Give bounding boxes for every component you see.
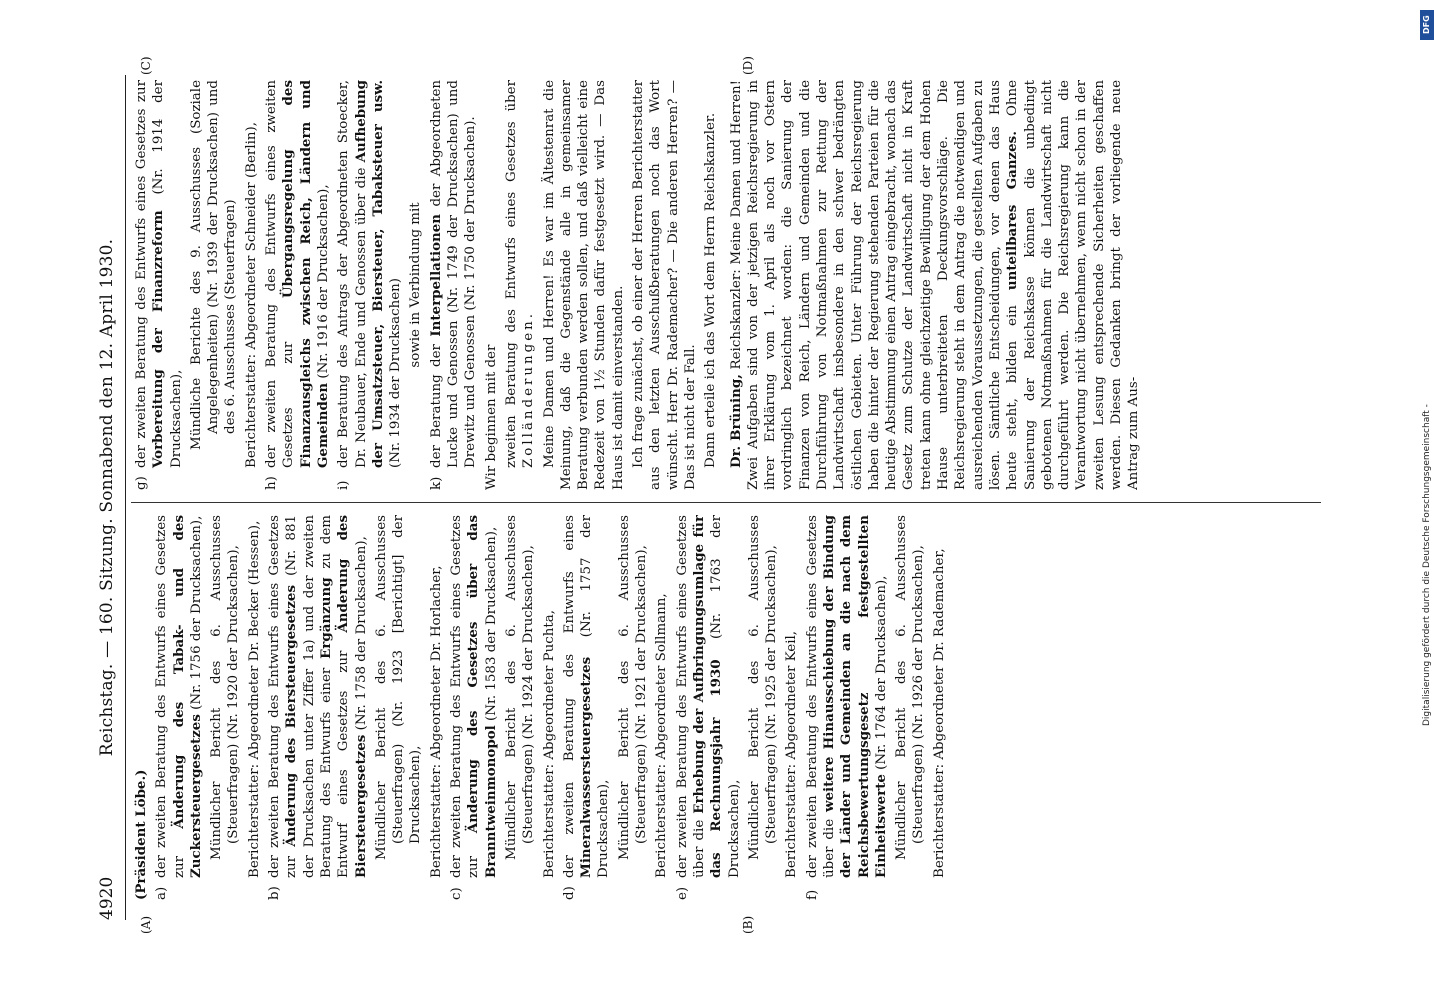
item-text: der zweiten Beratung des Entwurfs eines zweiten Gesetzes zur	[264, 80, 297, 468]
item-label: h)	[264, 476, 280, 490]
speech-emphasis: unteilbares Ganzes.	[1004, 131, 1021, 291]
agenda-item-g	[133, 80, 185, 490]
committee-report: Mündlicher Bericht des 6. Ausschusses (Steuerfragen) (Nr. 1924 der Drucksachen),	[503, 515, 537, 860]
president-paragraph-2: Ich frage zunächst, ob einer der Herren Berichterstatter aus den letzten Ausschußberatungen noch das Wort wünscht. Herr Dr. Rademacher? — Die anderen Herren? — Das ist nicht der Fall.	[631, 80, 698, 490]
item-ref: (Nr. 1764 der Drucksachen),	[873, 575, 889, 770]
item-ref: (Nr. 1916 der Drucksachen),	[315, 184, 331, 379]
item-title: Änderung des Gesetzes über das Branntweinmonopol	[465, 515, 499, 878]
item-ref: (Nr. 1763 der Drucksachen),	[709, 515, 742, 878]
agenda-item-a	[153, 515, 205, 900]
running-title: Reichstag. — 160. Sitzung. Sonnabend den 12. April 1930.	[97, 238, 117, 757]
item-label: k)	[428, 476, 444, 490]
item-text: der zweiten Beratung des Entwurfs eines Gesetzes über die	[804, 515, 837, 878]
item-title: Änderung des Tabak- und des Zuckersteuergesetzes	[170, 515, 204, 878]
begin-text: zweiten Beratung des Entwurfs eines Gesetzes über	[503, 80, 519, 468]
item-label: f)	[804, 889, 820, 900]
president-paragraph-1: Meine Damen und Herren! Es war im Ältestenrat die Meinung, daß die Gegenstände alle in gemeinsamer Beratung verbunden werden sollen, und daß vielleicht eine Redezeit von 1½ Stunden dafür festgesetzt wird. — Das Haus ist damit einverstanden.	[541, 80, 626, 490]
margin-mark-b: (B)	[741, 915, 755, 934]
item-label: a)	[154, 886, 170, 900]
item-title: Interpellationen	[427, 213, 444, 337]
agenda-item-b	[266, 515, 370, 900]
item-text: der zweiten Beratung des Entwurfs eines Gesetzes über die	[674, 515, 707, 878]
committee-report: Mündlicher Bericht des 6. Ausschusses (Steuerfragen) (Nr. 1920 der Drucksachen),	[209, 515, 242, 860]
speaker-name: Dr. Brüning,	[727, 374, 744, 468]
right-column	[133, 80, 1318, 490]
item-title: Übergangsregelung des Finanzausgleichs zwischen Reich, Ländern und Gemeinden	[280, 80, 331, 468]
president-paragraph-3: Dann erteile ich das Wort dem Herrn Reichskanzler.	[703, 112, 719, 468]
item-label: i)	[336, 480, 352, 490]
committee-report: Mündlicher Bericht des 6. Ausschusses (Steuerfragen) (Nr. 1923 [Berichtigt] der Drucksachen),	[373, 515, 424, 860]
item-ref: (Nr. 1914 der Drucksachen),	[151, 80, 184, 468]
committee-report: Mündliche Berichte des 9. Ausschusses (Soziale Angelegenheiten) (Nr. 1939 der Drucksachen) und des 6. Ausschusses (Steuerfragen)	[188, 80, 239, 450]
item-label: d)	[561, 886, 577, 900]
speaker-role: Reichskanzler:	[728, 269, 744, 370]
begin-title: Zolländerungen.	[521, 310, 537, 468]
agenda-item-e	[674, 515, 743, 900]
page-header	[91, 75, 126, 920]
agenda-item-k	[428, 80, 480, 490]
rapporteur: Berichterstatter: Abgeordneter Puchta,	[541, 609, 557, 878]
item-text: der zweiten Beratung des Entwurfs eines Gesetzes zur	[449, 515, 482, 878]
chancellor-speech	[728, 80, 1143, 490]
item-text: der Beratung des Antrags der Abgeordneten Stoecker, Dr. Neubauer, Ende und Genossen über die	[336, 80, 369, 468]
item-ref: (Nr. 1756 der Drucksachen),	[188, 515, 204, 710]
item-label: b)	[267, 886, 283, 900]
item-title: Änderung des Biersteuergesetzes	[335, 515, 369, 878]
item-ref: (Nr. 1934 der Drucksachen)	[388, 278, 404, 468]
begin-subject	[503, 80, 538, 490]
rotated-page	[91, 56, 1323, 934]
agenda-item-d	[561, 515, 613, 900]
item-text: (Nr. 881 der Drucksachen unter Ziffer 1a) und der zweiten Beratung des Entwurfs einer	[284, 515, 334, 878]
committee-report: Mündlicher Bericht des 6. Ausschusses (Steuerfragen) (Nr. 1925 der Drucksachen),	[746, 515, 780, 860]
agenda-item-c	[448, 515, 500, 900]
digitization-sidebar	[1420, 10, 1434, 730]
item-ref: der Abgeordneten Lucke und Genossen (Nr. 1749 der Drucksachen) und Drewitz und Genossen (Nr. 1750 der Drucksachen).	[428, 80, 479, 468]
left-column	[133, 515, 1318, 900]
committee-report: Mündlicher Bericht des 6. Ausschusses (Steuerfragen) (Nr. 1921 der Drucksachen),	[616, 515, 650, 860]
item-label: e)	[674, 886, 690, 900]
item-label: c)	[449, 887, 465, 900]
item-ref: (Nr. 1583 der Drucksachen),	[483, 526, 499, 721]
item-text: der zweiten Beratung des Entwurfs eines Gesetzes zur	[134, 80, 149, 468]
dfg-logo: DFG	[1420, 10, 1434, 40]
rapporteur: Berichterstatter: Abgeordneter Dr. Horlacher,	[428, 565, 444, 878]
rapporteur: Berichterstatter: Abgeordneter Schneider (Berlin),	[243, 122, 259, 468]
committee-report: Mündlicher Bericht des 6. Ausschusses (Steuerfragen) (Nr. 1926 der Drucksachen),	[894, 515, 927, 860]
item-text: der zweiten Beratung des Entwurfs eines Gesetzes zur	[154, 515, 187, 878]
speaker-heading: (Präsident Löbe.)	[133, 769, 149, 900]
item-ref: (Nr. 1757 der Drucksachen),	[579, 515, 612, 878]
item-title: Mineralwassersteuergesetzes	[578, 656, 595, 878]
item-title: Erhebung der Aufbringungsumlage für das Rechnungsjahr 1930	[690, 515, 725, 878]
margin-mark-c: (C)	[139, 56, 153, 75]
connector-text: sowie in Verbindung mit	[408, 202, 424, 368]
item-ref: (Nr. 1758 der Drucksachen),	[353, 536, 369, 731]
rapporteur: Berichterstatter: Abgeordneter Dr. Becker (Hessen),	[246, 520, 262, 878]
digitization-credit: Digitalisierung gefördert durch die Deutsche Forschungsgemeinschaft -	[1422, 404, 1432, 726]
item-text: der zweiten Beratung des Entwurfs eines	[561, 515, 577, 878]
item-text: der Beratung der	[428, 344, 444, 468]
page-number: 4920	[97, 876, 117, 920]
item-title: Aufhebung der Umsatzsteuer, Biersteuer, Tabaksteuer usw.	[352, 80, 386, 468]
column-rule	[131, 502, 1321, 503]
item-text: der zweiten Beratung des Entwurfs eines Gesetzes zur	[267, 515, 300, 878]
begin-line: Wir beginnen mit der	[483, 344, 499, 490]
item-label: g)	[134, 476, 149, 490]
agenda-item-h	[263, 80, 332, 490]
item-title: Vorbereitung der Finanzreform	[150, 210, 167, 468]
agenda-item-i	[335, 80, 404, 490]
item-title: Ergänzung	[317, 577, 334, 659]
speech-text: Ohne Sanierung der Reichskasse können die unbedingt gebotenen Notmaßnahmen für die Landwirtschaft nicht durchgeführt werden. Die Reichsregierung kann die Verantwortung nicht übernehmen, wenn nicht schon in der zweiten Lesung entsprechende Sicherheiten geschaffen werden. Diesen Gedanken bringt der vorliegende neue Antrag zum Aus-	[1005, 80, 1142, 490]
margin-mark-a: (A)	[139, 915, 153, 934]
rapporteur: Berichterstatter: Abgeordneter Dr. Rademacher,	[931, 548, 947, 878]
rapporteur: Berichterstatter: Abgeordneter Sollmann,	[654, 593, 670, 878]
item-title: Änderung des Biersteuergesetzes	[283, 585, 300, 847]
item-text: zu dem Entwurf eines Gesetzes zur	[318, 515, 352, 878]
agenda-item-f	[804, 515, 890, 900]
speech-text: Meine Damen und Herren! Zwei Aufgaben sind von der jetzigen Reichsregierung in ihrer Erklärung vom 1. April als noch vor Ostern vordringlich bezeichnet worden: die Sanierung der Finanzen von Reich, Ländern und Gemeinden und die Durchführung von Notmaßnahmen zur Rettung der Landwirtschaft insbesondere in den schwer bedrängten östlichen Gebieten. Unter Führung der Reichsregierung haben die hinter der Regierung stehenden Parteien für die heutige Abstimmung einen Antrag eingebracht, wonach das Gesetz zum Schutze der Landwirtschaft nicht in Kraft treten kann ohne gleichzeitige Bewilligung der dem Hohen Hause unterbreiteten Deckungsvorschläge. Die Reichsregierung steht in dem Antrag die notwendigen und ausreichenden Voraussetzungen, die gestellten Aufgaben zu lösen. Sämtliche Entscheidungen, vor denen das Haus heute steht, bilden ein	[728, 80, 1021, 490]
rapporteur: Berichterstatter: Abgeordneter Keil,	[784, 630, 800, 878]
item-title: weitere Hinausschiebung der Bindung der Länder und Gemeinden an die nach dem Reichsbewertungsgesetz festgestellten Einheitswerte	[820, 515, 889, 878]
margin-mark-d: (D)	[741, 56, 755, 75]
